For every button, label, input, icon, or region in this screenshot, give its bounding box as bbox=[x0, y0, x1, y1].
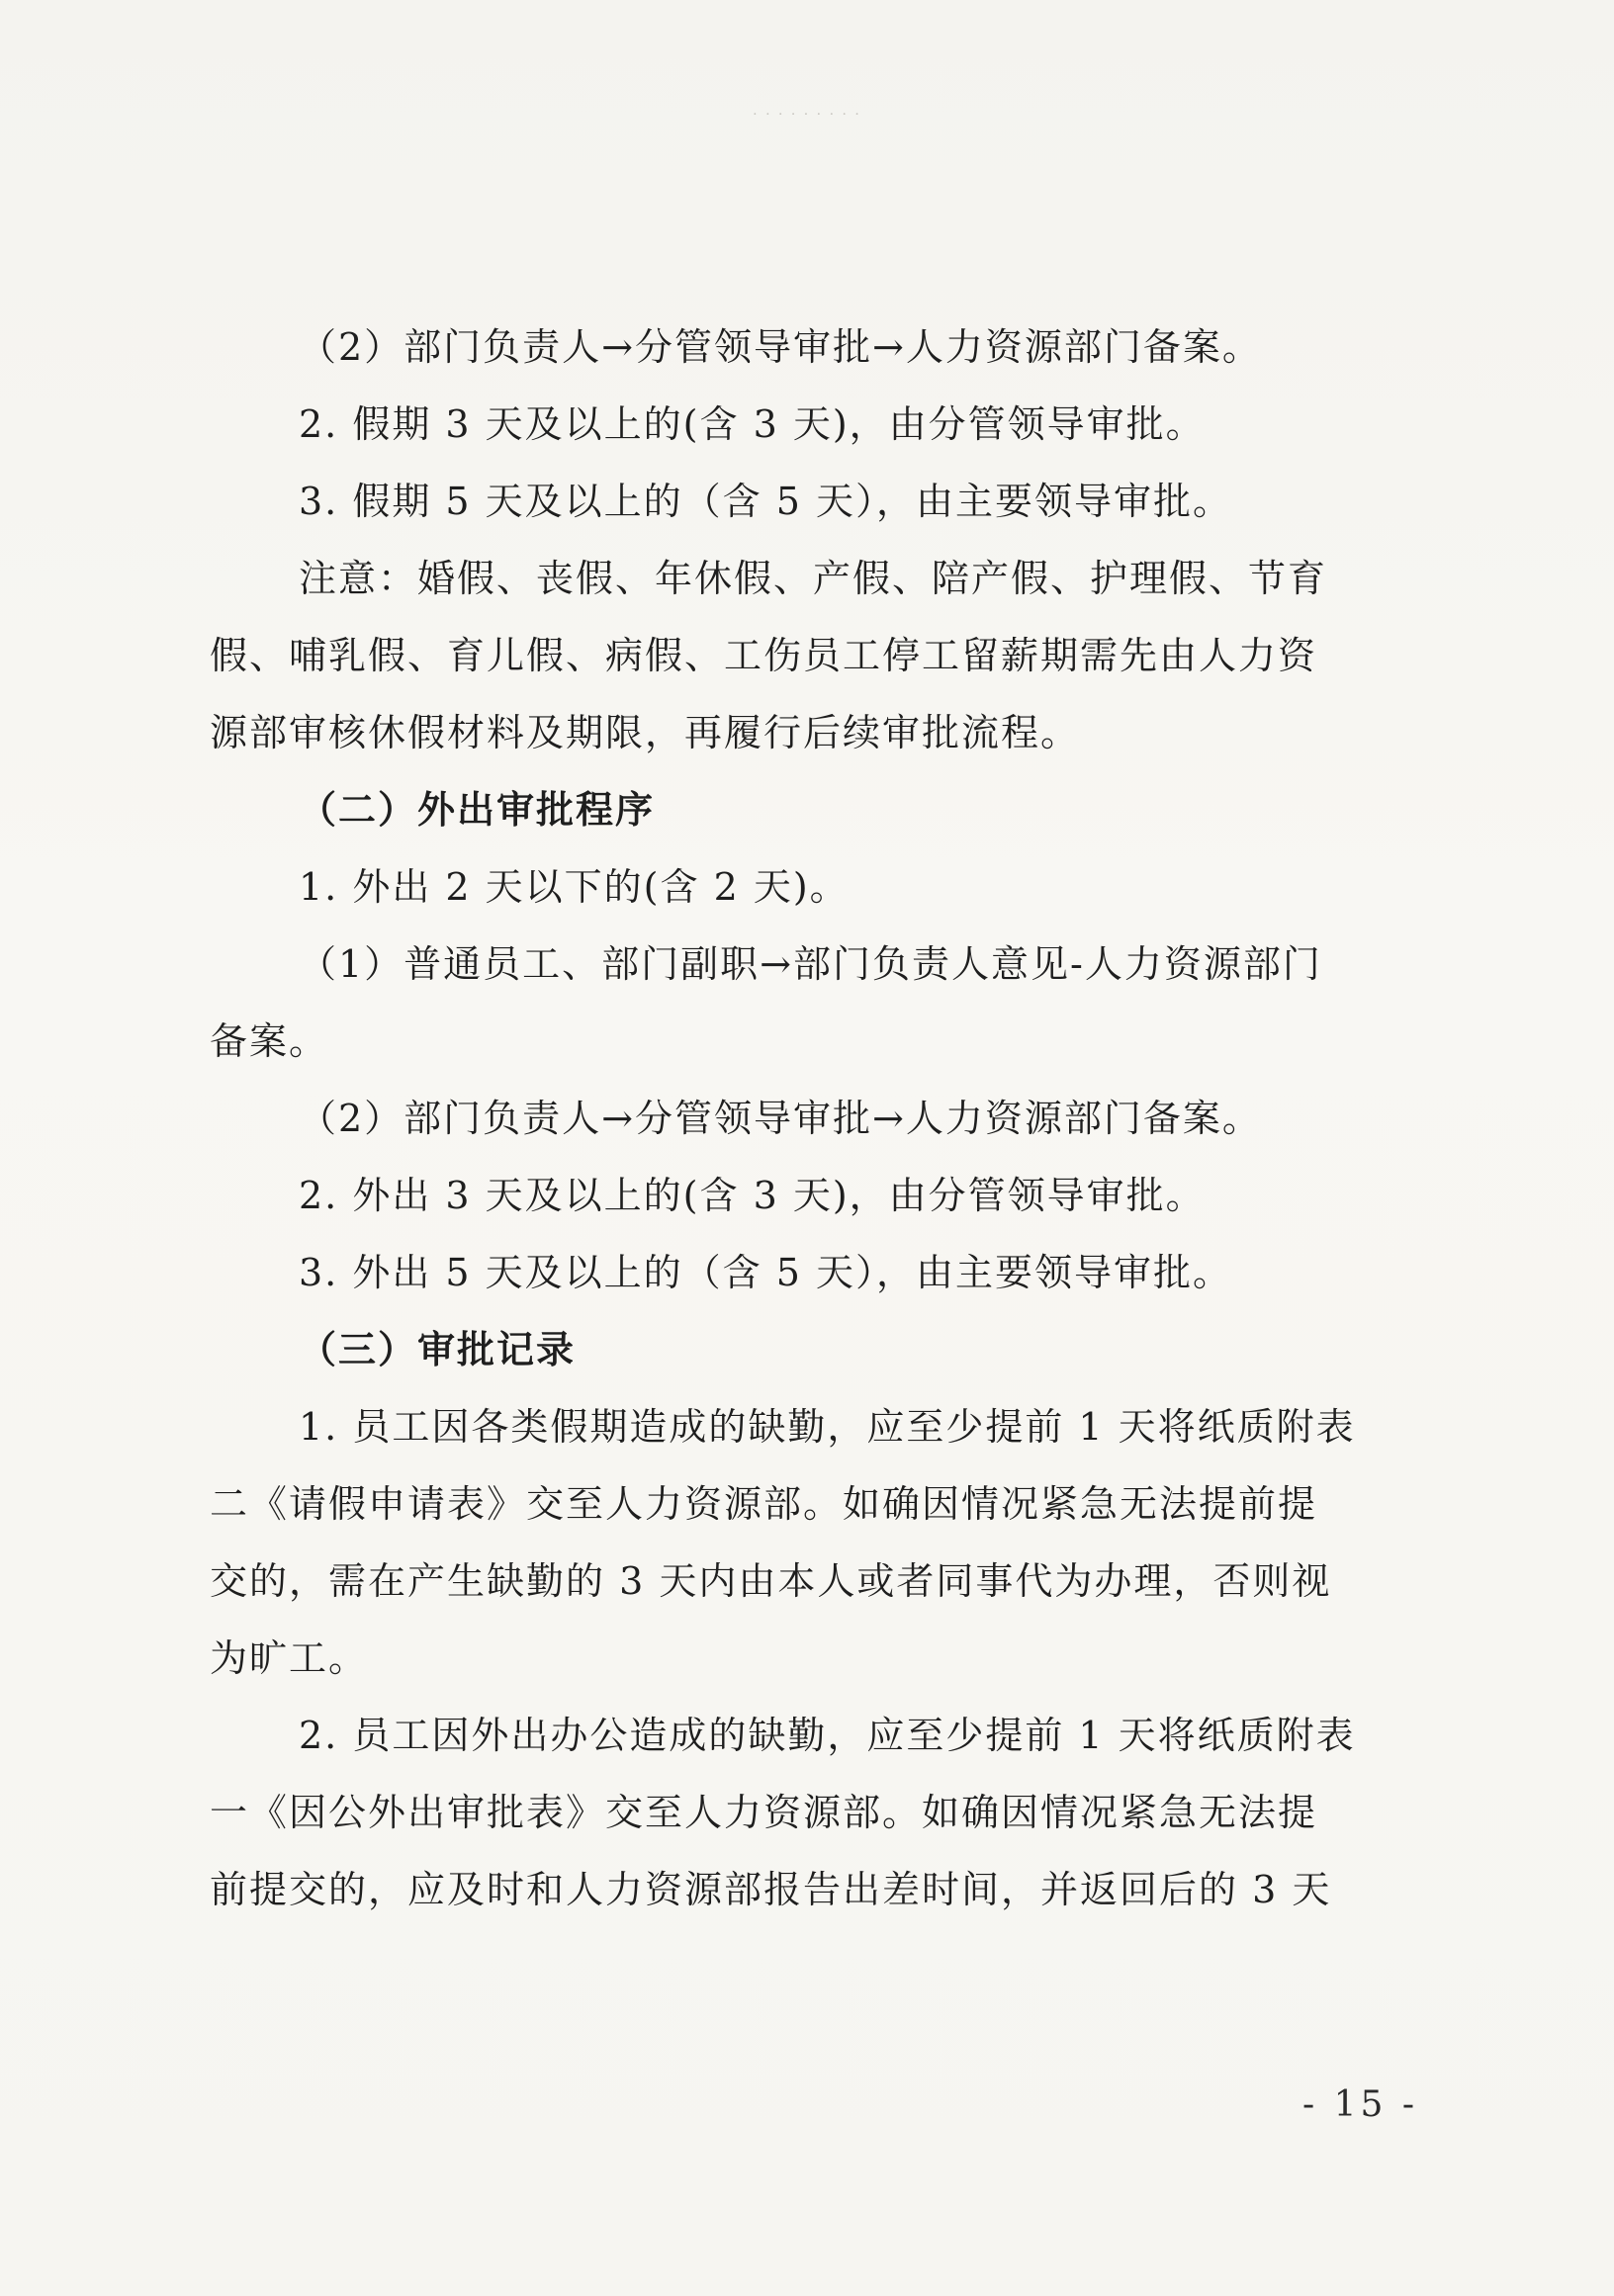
text-line: （1）普通员工、部门副职→部门负责人意见-人力资源部门 bbox=[299, 942, 1322, 986]
text-line: 2. 外出 3 天及以上的(含 3 天)，由分管领导审批。 bbox=[299, 1174, 1206, 1217]
text-line: 前提交的，应及时和人力资源部报告出差时间，并返回后的 3 天 bbox=[210, 1868, 1332, 1911]
header-mark: · · · · · · · · · bbox=[753, 107, 861, 123]
text-line: 交的，需在产生缺勤的 3 天内由本人或者同事代为办理，否则视 bbox=[210, 1559, 1332, 1603]
text-line: 2. 假期 3 天及以上的(含 3 天)，由分管领导审批。 bbox=[299, 402, 1206, 446]
text-line: （2）部门负责人→分管领导审批→人力资源部门备案。 bbox=[299, 325, 1262, 369]
text-line: 为旷工。 bbox=[210, 1636, 369, 1680]
text-line: 备案。 bbox=[210, 1019, 329, 1063]
text-line: 二《请假申请表》交至人力资源部。如确因情况紧急无法提前提 bbox=[210, 1482, 1318, 1526]
text-line: 1. 员工因各类假期造成的缺勤，应至少提前 1 天将纸质附表 bbox=[299, 1405, 1356, 1449]
page-number: - 15 - bbox=[1301, 2084, 1418, 2125]
text-line: 注意：婚假、丧假、年休假、产假、陪产假、护理假、节育 bbox=[299, 557, 1328, 600]
document-body bbox=[210, 309, 1424, 1928]
text-line: 一《因公外出审批表》交至人力资源部。如确因情况紧急无法提 bbox=[210, 1791, 1318, 1834]
text-line: 源部审核休假材料及期限，再履行后续审批流程。 bbox=[210, 711, 1081, 754]
text-line: （2）部门负责人→分管领导审批→人力资源部门备案。 bbox=[299, 1097, 1262, 1140]
section-heading: （三）审批记录 bbox=[299, 1327, 577, 1371]
section-heading: （二）外出审批程序 bbox=[299, 787, 656, 832]
text-line: 3. 外出 5 天及以上的（含 5 天），由主要领导审批。 bbox=[299, 1251, 1233, 1294]
text-line: 2. 员工因外出办公造成的缺勤，应至少提前 1 天将纸质附表 bbox=[299, 1714, 1356, 1757]
text-line: 假、哺乳假、育儿假、病假、工伤员工停工留薪期需先由人力资 bbox=[210, 634, 1318, 677]
text-line: 1. 外出 2 天以下的(含 2 天)。 bbox=[299, 865, 850, 909]
text-line: 3. 假期 5 天及以上的（含 5 天），由主要领导审批。 bbox=[299, 480, 1233, 523]
